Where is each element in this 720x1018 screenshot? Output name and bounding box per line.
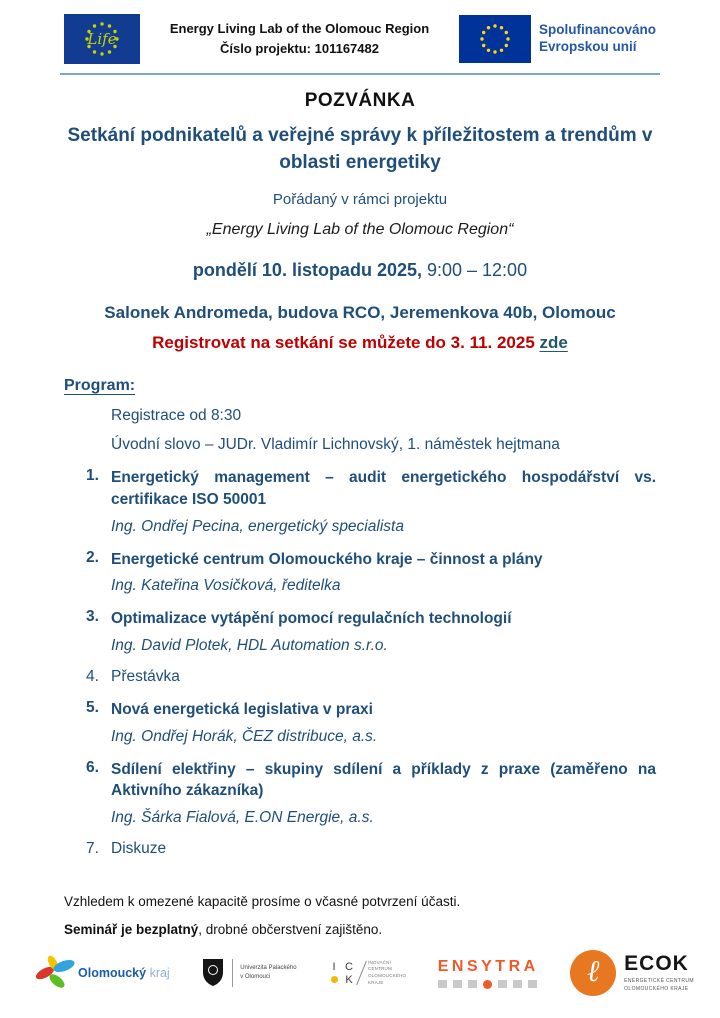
olk-word1: Olomoucký	[78, 966, 147, 980]
program-item-speaker: Ing. Ondřej Pecina, energetický specialista	[111, 517, 404, 535]
header-divider	[60, 73, 660, 75]
program-list	[64, 407, 656, 858]
program-item-speaker: Ing. David Plotek, HDL Automation s.r.o.	[111, 636, 388, 654]
olomoucky-kraj-wordmark	[78, 966, 170, 980]
ick-line4: KRAJE	[368, 979, 384, 985]
program-item-title: Diskuze	[111, 840, 167, 857]
program-item-3	[64, 608, 656, 655]
cofunded-line1: Spolufinancováno	[538, 22, 656, 38]
capacity-note: Vzhledem k omezené kapacitě prosíme o včasné potvrzení účasti.	[64, 894, 461, 909]
life-logo-text: Life	[87, 30, 117, 48]
program-item-speaker: Ing. Kateřina Vosičková, ředitelka	[111, 577, 341, 595]
header-project-info	[140, 19, 459, 59]
ecok-mark: ℓ	[586, 953, 600, 989]
ensytra-wordmark: ENSYTRA	[437, 957, 539, 975]
program-item-title: Energetický management – audit energetického hospodářství vs. certifikace ISO 50001	[111, 469, 656, 508]
program-item-title: Optimalizace vytápění pomocí regulačních technologií	[111, 610, 512, 628]
event-venue: Salonek Andromeda, budova RCO, Jeremenkova 40b, Olomouc	[104, 303, 616, 323]
univerzita-palackeho-logo	[201, 958, 296, 988]
program-item-title: Přestávka	[111, 667, 180, 685]
ick-line1: INOVAČNÍ	[368, 959, 392, 965]
program-item-number: 6.	[86, 758, 99, 776]
up-line2: v Olomouci	[240, 974, 271, 980]
free-seminar-rest: , drobné občerstvení zajištěno.	[198, 922, 383, 937]
olomoucky-kraj-pinwheel-icon	[34, 952, 76, 994]
registration-link[interactable]: zde	[539, 333, 568, 353]
up-divider	[232, 959, 233, 987]
program-heading: Program:	[64, 377, 136, 395]
event-title: Setkání podnikatelů a veřejné správy k příležitostem a trendům v oblasti energetiky	[67, 125, 653, 173]
program-item-4	[64, 668, 656, 686]
program-item-7	[64, 840, 656, 858]
up-line1: Univerzita Palackého	[240, 965, 297, 971]
event-time: 9:00 – 12:00	[421, 260, 528, 281]
ecok-wordmark: ECOK	[624, 952, 689, 975]
event-date-bold: pondělí 10. listopadu 2025,	[192, 260, 422, 281]
program-item-number: 4.	[86, 667, 99, 685]
program-item-2	[64, 549, 656, 596]
program-item-title: Sdílení elektřiny – skupiny sdílení a příklady z praxe (zaměřeno na Aktivního zákazníka)	[111, 760, 656, 800]
program-item-1	[64, 467, 656, 535]
program-item-6	[64, 759, 656, 827]
ick-letters	[328, 960, 355, 986]
ecok-circle-icon	[570, 950, 616, 996]
ensytra-squares-icon	[438, 980, 537, 989]
eu-cofunded-block	[459, 15, 656, 63]
program-item-speaker: Ing. Šárka Fialová, E.ON Energie, a.s.	[111, 809, 374, 826]
ick-letter-i: I	[332, 960, 336, 973]
ick-logo	[328, 960, 406, 987]
event-date	[64, 260, 656, 281]
program-item-number: 2.	[86, 548, 99, 566]
program-item-number: 3.	[86, 608, 99, 626]
eu-flag-icon	[459, 15, 531, 63]
project-name: „Energy Living Lab of the Olomouc Region“	[206, 221, 514, 239]
registration-text: Registrovat na setkání se můžete do 3. 11. 2025	[152, 333, 540, 353]
ecok-line1: ENERGETICKÉ CENTRUM	[624, 978, 694, 984]
cofunded-line2: Evropskou unií	[538, 39, 637, 54]
cofunded-text	[539, 22, 656, 56]
ick-line3: OLOMOUCKÉHO	[368, 973, 407, 978]
ick-slash	[356, 961, 367, 985]
ecok-subtext	[624, 977, 694, 993]
header	[64, 14, 656, 64]
ecok-line2: OLOMOUCKÉHO KRAJE	[624, 986, 689, 992]
ick-dot-icon	[331, 976, 338, 983]
ick-letter-k: K	[345, 973, 353, 986]
ensytra-logo	[438, 958, 539, 989]
program-item-5	[64, 699, 656, 746]
program-pre-item: Registrace od 8:30	[111, 407, 242, 425]
invitation-heading: POZVÁNKA	[304, 90, 416, 111]
registration-line	[64, 333, 656, 353]
project-title: Energy Living Lab of the Olomouc Region	[169, 20, 430, 36]
program-pre-item: Úvodní slovo – JUDr. Vladimír Lichnovský, 1. náměstek hejtmana	[111, 436, 560, 454]
olomoucky-kraj-logo	[34, 952, 170, 994]
program-item-title: Energetické centrum Olomouckého kraje – činnost a plány	[111, 550, 543, 568]
ecok-logo	[570, 950, 694, 996]
up-wordmark	[240, 964, 296, 982]
up-shield-icon	[201, 958, 225, 988]
ick-line2: CENTRUM	[368, 966, 392, 972]
project-number: Číslo projektu: 101167482	[220, 41, 379, 56]
program-item-number: 5.	[86, 698, 99, 716]
ick-letter-c: C	[345, 960, 353, 973]
free-seminar-note	[64, 922, 656, 937]
event-subtitle: Pořádaný v rámci projektu	[272, 191, 448, 209]
program-item-number: 1.	[86, 467, 99, 485]
life-eu-logo-icon	[64, 14, 140, 64]
ick-wordmark	[368, 960, 406, 987]
partner-logos	[34, 950, 694, 996]
program-item-number: 7.	[86, 840, 99, 857]
program-item-speaker: Ing. Ondřej Horák, ČEZ distribuce, a.s.	[111, 727, 378, 745]
free-seminar-bold: Seminář je bezplatný	[64, 922, 199, 937]
notes	[64, 894, 656, 937]
program-item-title: Nová energetická legislativa v praxi	[111, 700, 373, 718]
olk-word2: kraj	[149, 966, 170, 980]
